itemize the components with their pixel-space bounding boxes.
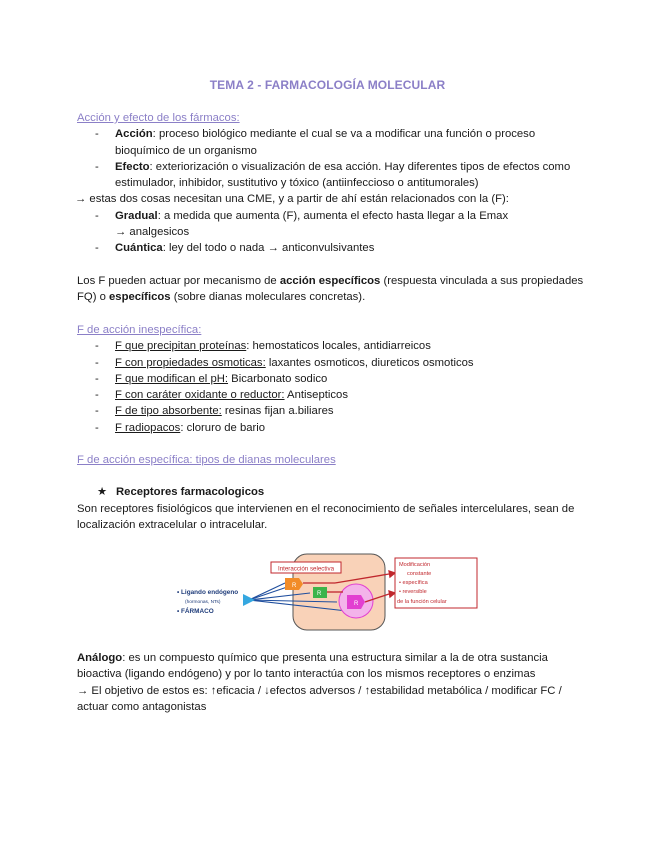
underlined-term: F radiopacos	[115, 421, 181, 434]
paragraph-mechanism	[77, 273, 587, 306]
response-type-list	[77, 208, 587, 257]
list-item	[77, 355, 587, 371]
description: Bicarbonato sodico	[228, 372, 328, 385]
ligand-label: • Ligando endógeno	[177, 589, 239, 596]
box-line: Modificación	[399, 562, 431, 568]
receptor-paragraph: Son receptores fisiológicos que intervienen en el reconocimiento de señales intercelulares, sean de localización extracelular o intracelular.	[77, 502, 575, 531]
text-run: (respuesta vinculada a sus propiedades FQ) o	[77, 275, 584, 304]
underlined-term: F con propiedades osmoticas:	[115, 356, 266, 369]
definition: : ley del todo o nada → anticonvulsivantes	[162, 242, 375, 255]
list-item	[77, 240, 587, 256]
analog-objective: → El objetivo de estos es: ↑eficacia / ↓efectos adversos / ↑estabilidad metabólica / modificar FC / actuar como antagonistas	[77, 684, 562, 713]
receptor-label: R	[317, 591, 322, 597]
section-action-effect	[77, 110, 587, 257]
arrow-line: → estas dos cosas necesitan una CME, y a partir de ahí están relacionados con la (F):	[75, 193, 509, 206]
nonspecific-list	[77, 338, 587, 436]
list-item	[77, 338, 587, 354]
list-item	[77, 403, 587, 419]
sub-note: → analgesicos	[115, 226, 190, 239]
receptor-diagram	[175, 550, 479, 632]
star-item-label: Receptores farmacologicos	[116, 486, 265, 499]
document-title: TEMA 2 - FARMACOLOGÍA MOLECULAR	[209, 78, 446, 92]
ligand-sublabel: (hormonas, NTs)	[185, 600, 221, 605]
underlined-term: F de tipo absorbente:	[115, 405, 222, 418]
term: Gradual	[115, 209, 158, 222]
list-item	[77, 371, 587, 387]
definition-list	[77, 126, 587, 191]
receptor-label: R	[354, 601, 359, 607]
underlined-term: F que modifican el pH:	[115, 372, 229, 385]
section-heading: Acción y efecto de los fármacos:	[77, 112, 240, 124]
star-item	[77, 484, 587, 500]
drug-label: • FÁRMACO	[177, 608, 214, 615]
list-item	[77, 159, 587, 192]
text-run: Los F pueden actuar por mecanismo de	[77, 275, 280, 287]
text-run: (sobre dianas moleculares concretas).	[170, 291, 366, 304]
bold-term: específicos	[109, 291, 171, 304]
underlined-term: F que precipitan proteínas	[115, 340, 247, 353]
list-item	[77, 126, 587, 159]
description: : cloruro de bario	[180, 421, 266, 434]
definition: : es un compuesto químico que presenta una estructura similar a la de otra sustancia bioactiva (ligando endógeno) y por lo tanto interactúa con los mismos receptores o enzimas	[77, 652, 548, 681]
definition: : proceso biológico mediante el cual se va a modificar una función o proceso bioquímico de un organismo	[115, 128, 536, 157]
list-item	[77, 387, 587, 403]
term: Cuántica	[115, 242, 163, 255]
receptor-label: R	[292, 583, 297, 589]
box-line: constante	[407, 571, 432, 577]
section-specific	[77, 452, 587, 533]
box-line: • específica	[399, 580, 428, 586]
term: Acción	[115, 128, 153, 141]
bold-term: Análogo	[77, 652, 123, 664]
analog-paragraph	[77, 650, 587, 683]
section-heading: F de acción inespecífica:	[77, 324, 202, 336]
description: laxantes osmoticos, diureticos osmoticos	[265, 356, 474, 369]
interaction-label: Interacción selectiva	[277, 565, 335, 573]
underlined-term: F con caráter oxidante o reductor:	[115, 389, 285, 402]
bold-term: acción específicos	[279, 275, 381, 287]
analog-section	[77, 650, 587, 715]
description: resinas fijan a.biliares	[221, 405, 334, 418]
section-nonspecific	[77, 322, 587, 436]
list-item	[77, 208, 587, 241]
section-heading: F de acción específica: tipos de dianas moleculares	[77, 454, 336, 466]
definition: : exteriorización o visualización de esa acción. Hay diferentes tipos de efectos como estimulador, inhibidor, sustitutivo y tóxico (antiinfeccioso o antitumorales)	[115, 160, 571, 190]
description: Antisepticos	[284, 389, 348, 402]
description: : hemostaticos locales, antidiarreicos	[246, 340, 431, 353]
definition: : a medida que aumenta (F), aumenta el efecto hasta llegar a la Emax	[157, 209, 509, 222]
term: Efecto	[115, 160, 150, 173]
list-item	[77, 420, 587, 436]
star-icon: ★	[97, 486, 108, 499]
box-line: de la función celular	[397, 599, 447, 605]
box-line: • reversible	[399, 589, 427, 595]
